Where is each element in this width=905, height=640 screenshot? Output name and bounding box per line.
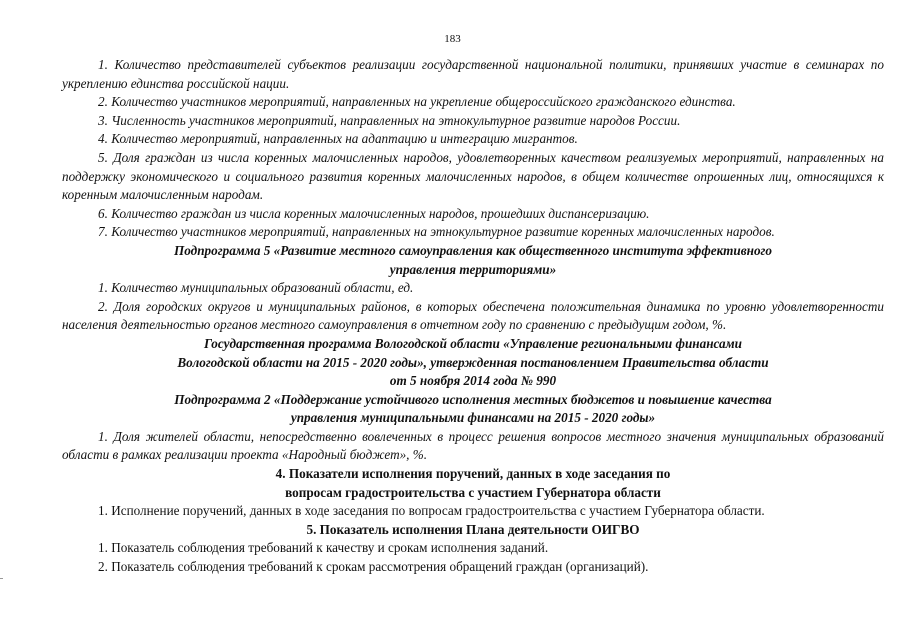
page-number: 183	[444, 33, 461, 45]
indicator-3-1: 1. Доля жителей области, непосредственно вовлеченных в процесс решения вопросов местного значения муниципальных образований области в рамках реализации проекта «Народный бюджет», %.	[62, 428, 884, 463]
indicator-1-5: 5. Доля граждан из числа коренных малочисленных народов, удовлетворенных качеством реализуемых мероприятий, направленных на поддержку экономического и социального развития коренных малочисленных народов, в общем количестве опрошенных лиц, относящихся к коренным малочисленным народам.	[62, 149, 884, 203]
subprogram-2-heading-line-1: Подпрограмма 2 «Поддержание устойчивого исполнения местных бюджетов и повышение качества	[174, 391, 772, 407]
subprogram-5-heading-line-1: Подпрограмма 5 «Развитие местного самоуправления как общественного института эффективного	[174, 242, 772, 258]
indicator-1-4: 4. Количество мероприятий, направленных на адаптацию и интеграцию мигрантов.	[98, 131, 578, 147]
document-body	[62, 56, 884, 577]
section-5-heading: 5. Показатель исполнения Плана деятельности ОИГВО	[306, 521, 640, 537]
indicator-1-1: 1. Количество представителей субъектов реализации государственной национальной политики, принявших участие в семинарах по укреплению единства российской нации.	[62, 57, 884, 91]
program-heading-line-3: от 5 ноября 2014 года № 990	[389, 373, 557, 389]
program-heading-line-2: Вологодской области на 2015 - 2020 годы», утвержденная постановлением Правительства области	[177, 354, 769, 370]
indicator-1-3: 3. Численность участников мероприятий, направленных на этнокультурное развитие народов России.	[98, 112, 681, 128]
indicator-2-1: 1. Количество муниципальных образований области, ед.	[98, 280, 414, 296]
indicator-1-7: 7. Количество участников мероприятий, направленных на этнокультурное развитие коренных малочисленных народов.	[98, 224, 775, 240]
indicator-5-2: 2. Показатель соблюдения требований к срокам рассмотрения обращений граждан (организаций).	[98, 559, 649, 575]
indicator-4-1: 1. Исполнение поручений, данных в ходе заседания по вопросам градостроительства с участием Губернатора области.	[98, 503, 765, 519]
indicator-2-2: 2. Доля городских округов и муниципальных районов, в которых обеспечена положительная динамика по уровню удовлетворенности населения деятельностью органов местного самоуправления в отчетном году по сравнению с предыдущим годом, %.	[62, 298, 884, 333]
indicator-1-2: 2. Количество участников мероприятий, направленных на укрепление общероссийского гражданского единства.	[98, 94, 736, 110]
section-4-heading-line-2: вопросам градостроительства с участием Губернатора области	[285, 484, 661, 500]
subprogram-5-heading-line-2: управления территориями»	[389, 261, 557, 277]
scan-edge-mark	[0, 578, 3, 579]
program-heading-line-1: Государственная программа Вологодской области «Управление региональными финансами	[203, 335, 743, 351]
section-4-heading-line-1: 4. Показатели исполнения поручений, данных в ходе заседания по	[275, 466, 671, 482]
indicator-1-6: 6. Количество граждан из числа коренных малочисленных народов, прошедших диспансеризацию.	[98, 205, 650, 221]
indicator-5-1: 1. Показатель соблюдения требований к качеству и срокам исполнения заданий.	[98, 540, 549, 556]
subprogram-2-heading-line-2: управления муниципальными финансами на 2015 - 2020 годы»	[290, 410, 656, 426]
